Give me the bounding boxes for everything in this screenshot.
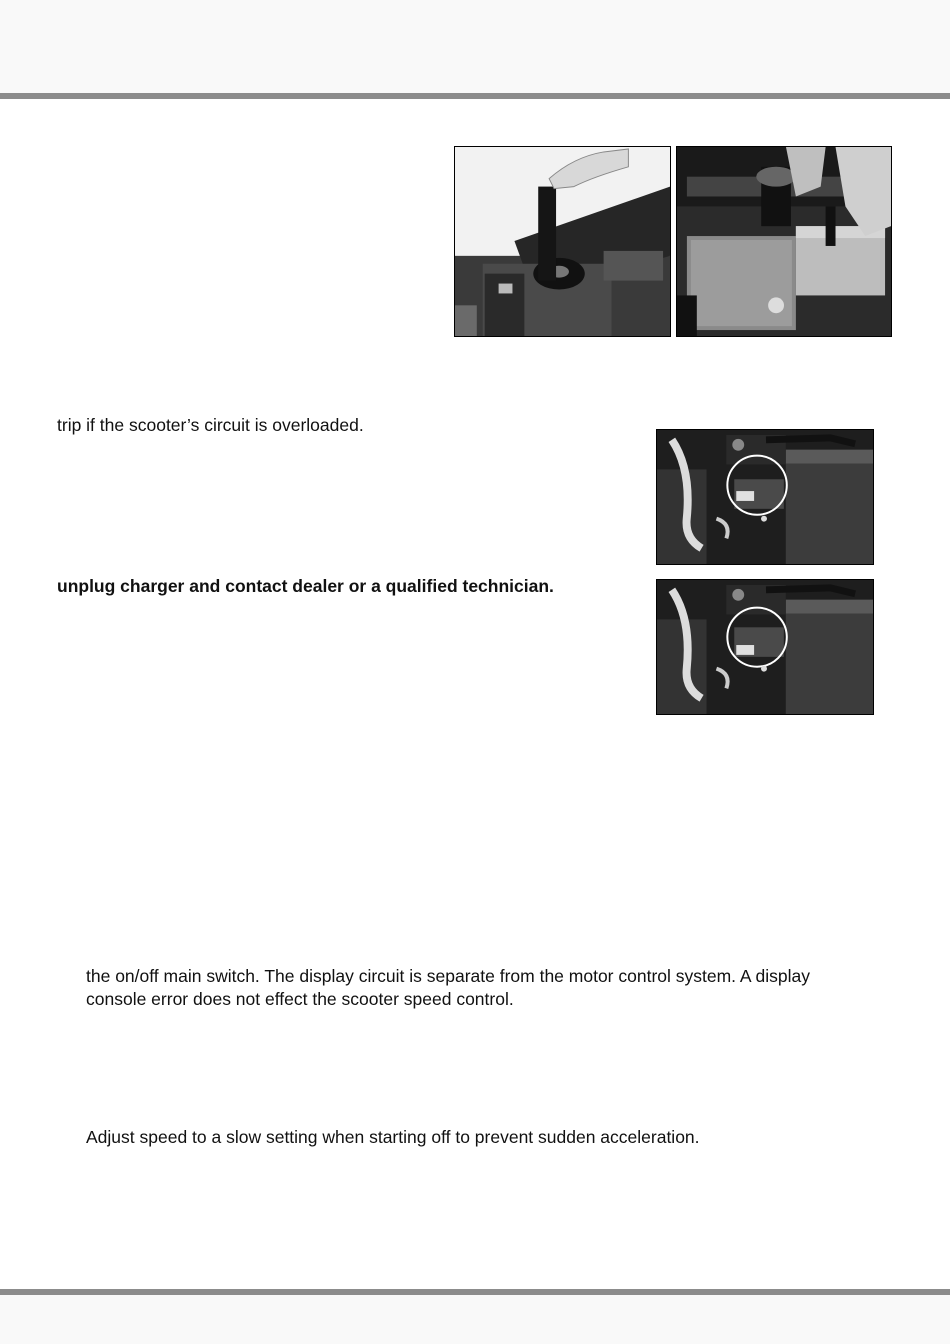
- header-divider: [0, 93, 950, 99]
- battery-lift-photo: [676, 146, 892, 337]
- speed-tip-text: Adjust speed to a slow setting when starting off to prevent sudden acceleration.: [86, 1127, 700, 1147]
- page-header-band: [0, 0, 950, 93]
- circuit-breaker-tripped-photo: [656, 429, 874, 565]
- display-circuit-text-line-2: console error does not effect the scooter speed control.: [86, 989, 514, 1009]
- circuit-breaker-reset-photo: [656, 579, 874, 715]
- page-footer-band: [0, 1295, 950, 1344]
- breaker-trip-text: trip if the scooter’s circuit is overloaded.: [57, 415, 364, 435]
- display-circuit-text-line-1: the on/off main switch. The display circuit is separate from the motor control system. A display: [86, 966, 810, 986]
- seat-post-removal-photo: [454, 146, 671, 337]
- charger-warning-text: unplug charger and contact dealer or a qualified technician.: [57, 576, 554, 596]
